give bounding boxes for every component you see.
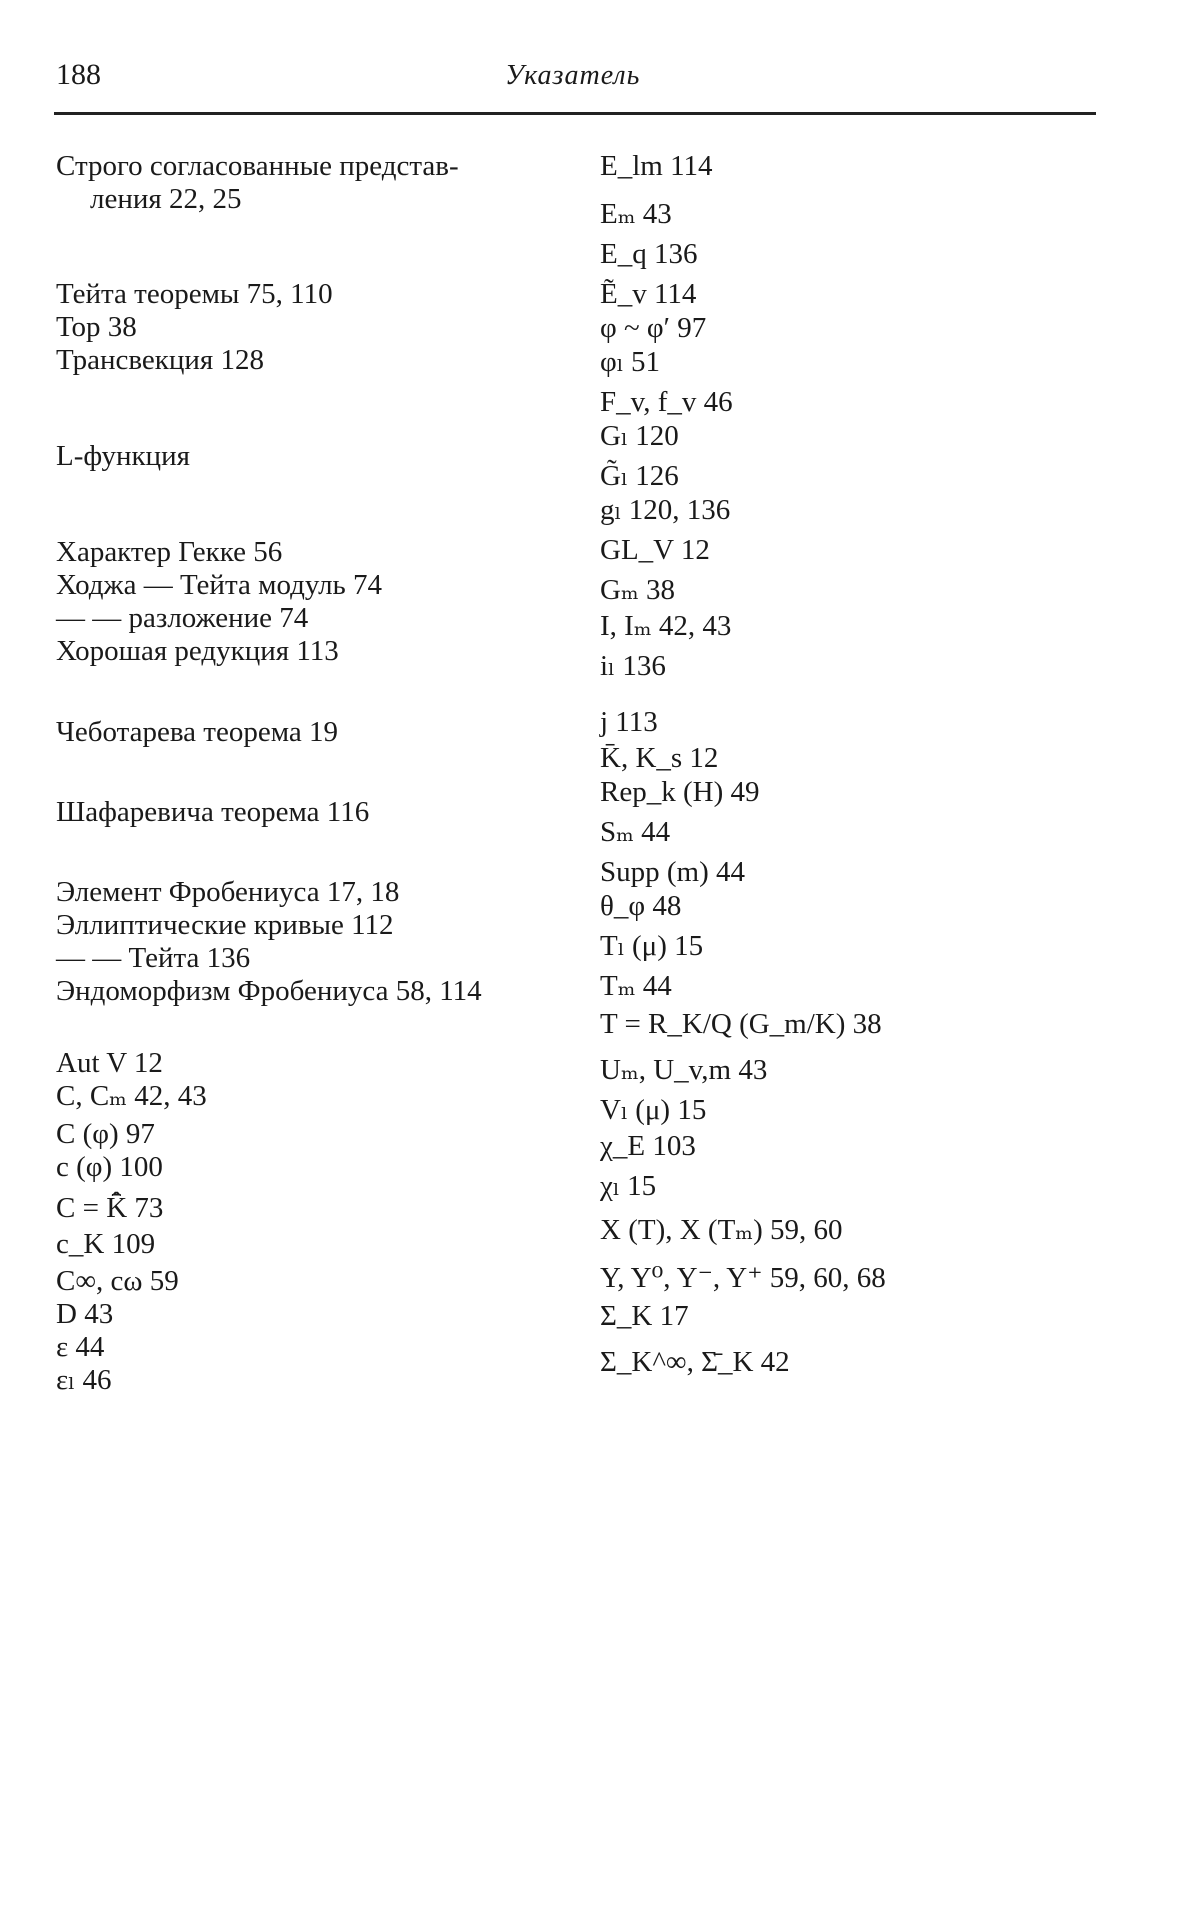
index-entry: Sₘ 44 (600, 816, 671, 848)
index-entry: Шафаревича теорема 116 (56, 796, 370, 828)
index-entry: Rep_k (H) 49 (600, 776, 760, 808)
index-entry: Uₘ, U_v,m 43 (600, 1054, 768, 1086)
index-entry: K̄, K_s 12 (600, 742, 719, 774)
index-entry: Σ_K^∞, Σ̄_K 42 (600, 1346, 790, 1378)
index-entry: X (T), X (Tₘ) 59, 60 (600, 1214, 843, 1246)
index-entry: L-функция (56, 440, 190, 472)
index-entry: j 113 (600, 706, 658, 738)
header-rule (54, 112, 1096, 115)
index-entry: Gₗ 120 (600, 420, 679, 452)
index-entry: Y, Y⁰, Y⁻, Y⁺ 59, 60, 68 (600, 1262, 886, 1294)
index-entry: E_lm 114 (600, 150, 713, 182)
index-entry: c_K 109 (56, 1228, 156, 1260)
index-entry: Aut V 12 (56, 1047, 163, 1079)
index-entry: C∞, cω 59 (56, 1265, 179, 1297)
index-entry: D 43 (56, 1298, 114, 1330)
index-entry: Тейта теоремы 75, 110 (56, 278, 333, 310)
index-entry: Эллиптические кривые 112 (56, 909, 394, 941)
index-entry: Ходжа — Тейта модуль 74 (56, 569, 383, 601)
index-entry: ε 44 (56, 1331, 105, 1363)
index-entry: C (φ) 97 (56, 1118, 155, 1150)
index-entry: Элемент Фробениуса 17, 18 (56, 876, 400, 908)
index-entry: Gₘ 38 (600, 574, 675, 606)
running-title: Указатель (505, 60, 641, 91)
index-entry: Tₘ 44 (600, 970, 672, 1002)
index-entry: Ẽ_v 114 (600, 278, 697, 310)
index-entry: GL_V 12 (600, 534, 710, 566)
index-entry: Характер Гекке 56 (56, 536, 283, 568)
page-header (56, 58, 1096, 98)
index-entry: — — разложение 74 (56, 602, 309, 634)
index-entry: F_v, f_v 46 (600, 386, 733, 418)
index-entry: Σ_K 17 (600, 1300, 689, 1332)
index-entry: Тор 38 (56, 311, 137, 343)
index-entry: εₗ 46 (56, 1364, 112, 1396)
index-entry: G̃ₗ 126 (600, 460, 679, 492)
index-entry: Эндоморфизм Фробениуса 58, 114 (56, 975, 482, 1007)
index-entry: χₗ 15 (600, 1170, 657, 1202)
index-entry: c (φ) 100 (56, 1151, 163, 1183)
index-entry: Строго согласованные представ- (56, 150, 459, 182)
index-entry: Чеботарева теорема 19 (56, 716, 338, 748)
index-entry: C = K̂̄ 73 (56, 1192, 164, 1224)
index-entry: I, Iₘ 42, 43 (600, 610, 732, 642)
index-entry: Трансвекция 128 (56, 344, 264, 376)
index-entry: φ ~ φ′ 97 (600, 312, 707, 344)
index-entry: Eₘ 43 (600, 198, 672, 230)
index-entry: Хорошая редукция 113 (56, 635, 339, 667)
index-entry: T = R_K/Q (G_m/K) 38 (600, 1008, 882, 1040)
index-entry: θ_φ 48 (600, 890, 682, 922)
index-entry: Supp (m) 44 (600, 856, 745, 888)
index-entry: C, Cₘ 42, 43 (56, 1080, 207, 1112)
page-number: 188 (56, 58, 101, 91)
index-entry: Vₗ (μ) 15 (600, 1094, 707, 1126)
index-entry: — — Тейта 136 (56, 942, 251, 974)
index-entry: Tₗ (μ) 15 (600, 930, 704, 962)
index-entry-continuation: ления 22, 25 (90, 183, 242, 215)
index-entry: gₗ 120, 136 (600, 494, 731, 526)
index-entry: χ_E 103 (600, 1130, 696, 1162)
index-entry: φₗ 51 (600, 346, 661, 378)
index-entry: E_q 136 (600, 238, 698, 270)
index-entry: iₗ 136 (600, 650, 666, 682)
